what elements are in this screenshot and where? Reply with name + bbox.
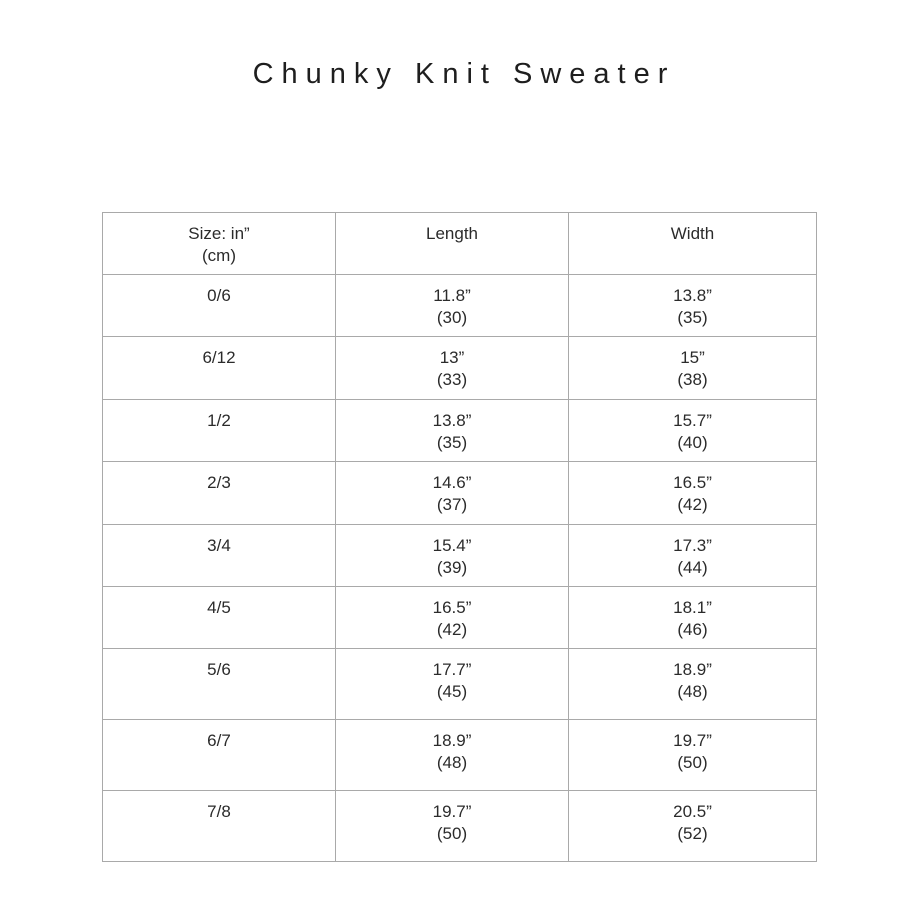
width-in: 20.5” <box>673 802 712 821</box>
length-cell <box>336 525 569 587</box>
length-in: 18.9” <box>432 731 472 750</box>
width-cell <box>569 587 817 649</box>
length-cell <box>336 587 569 649</box>
size-cell: 0/6 <box>103 275 336 337</box>
width-in: 17.3” <box>673 536 712 555</box>
width-cm: (35) <box>677 308 708 327</box>
table-row <box>103 462 817 525</box>
width-in: 18.1” <box>673 598 712 617</box>
width-in: 15.7” <box>673 411 712 430</box>
width-in: 19.7” <box>673 731 712 750</box>
length-cell <box>336 462 569 525</box>
header-length: Length <box>336 213 569 275</box>
size-cell: 1/2 <box>103 400 336 462</box>
length-cm: (35) <box>436 433 468 452</box>
width-cell <box>569 462 817 525</box>
size-chart-table <box>102 212 817 862</box>
width-cm: (42) <box>677 495 708 514</box>
header-size-line1: Size: in” <box>188 224 250 243</box>
length-cm: (42) <box>436 620 468 639</box>
size-cell: 3/4 <box>103 525 336 587</box>
header-size-line2: (cm) <box>202 246 236 265</box>
table-row <box>103 720 817 791</box>
width-cell <box>569 337 817 400</box>
table-row <box>103 337 817 400</box>
width-in: 16.5” <box>673 473 712 492</box>
size-cell: 7/8 <box>103 791 336 862</box>
table-row <box>103 587 817 649</box>
length-cell <box>336 720 569 791</box>
length-in: 13” <box>439 348 465 367</box>
width-cm: (46) <box>677 620 708 639</box>
length-cell <box>336 337 569 400</box>
length-cell <box>336 400 569 462</box>
length-cm: (30) <box>436 308 468 327</box>
size-cell: 5/6 <box>103 649 336 720</box>
header-size <box>103 213 336 275</box>
length-in: 11.8” <box>433 286 471 305</box>
width-cm: (48) <box>677 682 708 701</box>
width-cell <box>569 400 817 462</box>
width-cm: (44) <box>677 558 708 577</box>
size-cell: 2/3 <box>103 462 336 525</box>
width-cell <box>569 791 817 862</box>
length-cm: (50) <box>436 824 468 843</box>
table-row <box>103 275 817 337</box>
width-cell <box>569 720 817 791</box>
length-cm: (37) <box>436 495 468 514</box>
table-row <box>103 400 817 462</box>
length-in: 14.6” <box>432 473 472 492</box>
length-cell <box>336 791 569 862</box>
page-title: Chunky Knit Sweater <box>252 58 676 90</box>
length-in: 13.8” <box>432 411 472 430</box>
length-in: 17.7” <box>432 660 472 679</box>
length-in: 15.4” <box>432 536 472 555</box>
table-header-row <box>103 213 817 275</box>
width-cm: (38) <box>677 370 708 389</box>
size-cell: 6/12 <box>103 337 336 400</box>
width-cm: (50) <box>677 753 708 772</box>
length-cm: (48) <box>436 753 468 772</box>
table-row <box>103 791 817 862</box>
width-in: 13.8” <box>673 286 712 305</box>
table-row <box>103 525 817 587</box>
length-in: 16.5” <box>432 598 472 617</box>
width-cell <box>569 649 817 720</box>
length-cell <box>336 275 569 337</box>
table-row <box>103 649 817 720</box>
width-cell <box>569 275 817 337</box>
length-cm: (39) <box>436 558 468 577</box>
width-cell <box>569 525 817 587</box>
width-cm: (40) <box>677 433 708 452</box>
length-cell <box>336 649 569 720</box>
header-width: Width <box>569 213 817 275</box>
width-in: 18.9” <box>673 660 712 679</box>
width-cm: (52) <box>677 824 708 843</box>
size-cell: 4/5 <box>103 587 336 649</box>
length-in: 19.7” <box>432 802 472 821</box>
length-cm: (45) <box>436 682 468 701</box>
size-cell: 6/7 <box>103 720 336 791</box>
length-cm: (33) <box>436 370 468 389</box>
width-in: 15” <box>680 348 705 367</box>
